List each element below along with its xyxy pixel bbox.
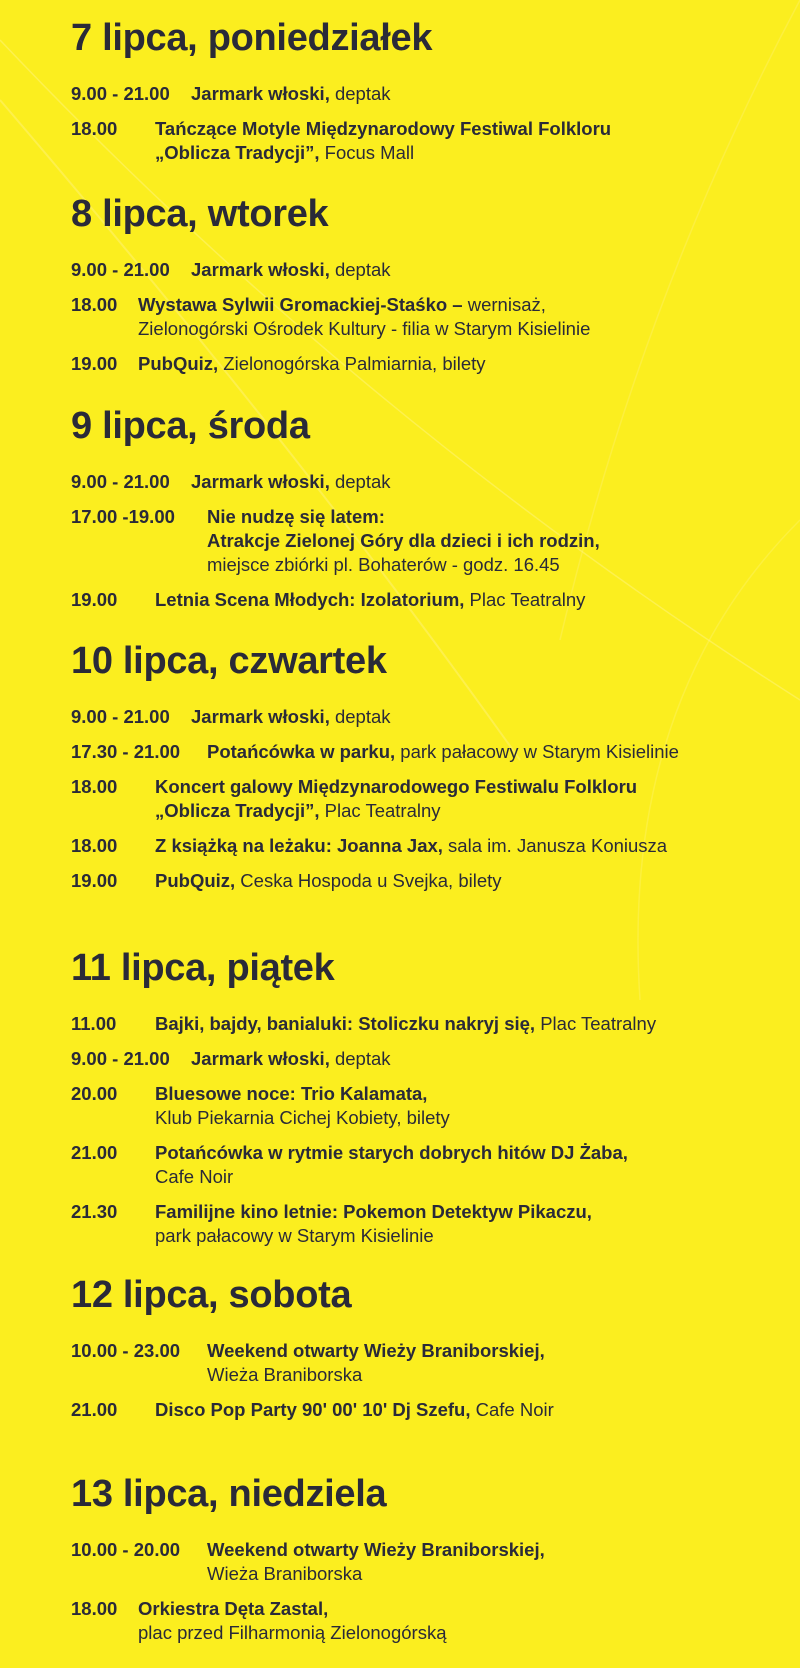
event-time: 9.00 - 21.00 [71,706,170,727]
event-body [155,775,791,823]
event-row [71,775,791,823]
day-section [71,18,791,176]
event-row [71,1538,791,1586]
event-title: Jarmark włoski, [191,1048,330,1069]
event-list [71,82,791,165]
event-location: Focus Mall [319,142,415,163]
event-location: deptak [329,83,391,104]
event-location: deptak [329,259,391,280]
event-location: Cafe Noir [470,1399,554,1420]
event-location-line2: plac przed Filharmonią Zielonogórską [138,1622,447,1643]
event-row [71,258,791,282]
day-title: 13 lipca, niedziela [71,1473,387,1515]
event-time: 19.00 [71,870,118,891]
event-row [71,1047,791,1071]
event-body [138,1597,791,1645]
event-row [71,1597,791,1645]
event-row [71,117,791,165]
event-location: deptak [329,471,391,492]
event-title: Weekend otwarty Wieży Braniborskiej, [207,1340,545,1361]
event-title: Wystawa Sylwii Gromackiej-Staśko – [138,294,463,315]
day-title: 9 lipca, środa [71,405,310,447]
event-time: 21.00 [71,1142,118,1163]
event-title: Potańcówka w rytmie starych dobrych hitów DJ Żaba, [155,1142,628,1163]
day-section [71,194,791,387]
event-time: 18.00 [71,1598,118,1619]
event-location-line2: Wieża Braniborska [207,1364,363,1385]
event-location: Plac Teatralny [319,800,441,821]
event-time: 17.30 - 21.00 [71,741,181,762]
event-title: Z książką na leżaku: Joanna Jax, [155,835,443,856]
day-title: 12 lipca, sobota [71,1274,352,1316]
event-row [71,293,791,341]
event-title: Nie nudzę się latem: [207,506,385,527]
day-title: 8 lipca, wtorek [71,193,329,235]
event-row [71,1200,791,1248]
event-row [71,82,791,106]
event-body [191,470,791,494]
event-location: park pałacowy w Starym Kisielinie [395,741,679,762]
event-body [155,1082,791,1130]
event-title: Weekend otwarty Wieży Braniborskiej, [207,1539,545,1560]
event-body [155,1141,791,1189]
event-time: 10.00 - 20.00 [71,1539,181,1560]
day-section [71,641,791,904]
event-body [207,740,791,764]
event-time: 11.00 [71,1013,117,1034]
day-section [71,948,791,1259]
event-body [191,1047,791,1071]
event-list [71,1538,791,1645]
event-body [155,869,791,893]
event-location-line2: Zielonogórski Ośrodek Kultury - filia w Starym Kisielinie [138,318,591,339]
event-row [71,1082,791,1130]
event-time: 9.00 - 21.00 [71,259,170,280]
event-title-line2: Atrakcje Zielonej Góry dla dzieci i ich rodzin, [207,530,600,551]
event-title: Letnia Scena Młodych: Izolatorium, [155,589,465,610]
event-time: 21.00 [71,1399,118,1420]
event-row [71,1141,791,1189]
event-title: Koncert galowy Międzynarodowego Festiwalu Folkloru [155,776,638,797]
event-body [155,834,791,858]
event-row [71,505,791,577]
event-location-line2: Klub Piekarnia Cichej Kobiety, bilety [155,1107,450,1128]
event-row [71,1012,791,1036]
event-title: Disco Pop Party 90' 00' 10' Dj Szefu, [155,1399,471,1420]
event-body [207,1339,791,1387]
event-row [71,705,791,729]
event-row [71,588,791,612]
day-section [71,406,791,623]
day-section [71,1474,791,1656]
event-location: miejsce zbiórki pl. Bohaterów - godz. 16.45 [207,554,560,575]
day-title: 7 lipca, poniedziałek [71,17,433,59]
event-title: Jarmark włoski, [191,706,330,727]
event-list [71,470,791,612]
event-title: Bluesowe noce: Trio Kalamata, [155,1083,428,1104]
event-time: 18.00 [71,835,118,856]
event-time: 10.00 - 23.00 [71,1340,181,1361]
event-location: Zielonogórska Palmiarnia, bilety [218,353,486,374]
event-title: Jarmark włoski, [191,83,330,104]
event-time: 18.00 [71,776,118,797]
event-row [71,834,791,858]
event-title-line2: „Oblicza Tradycji”, [155,142,320,163]
event-time: 18.00 [71,118,118,139]
event-list [71,258,791,376]
event-row [71,352,791,376]
event-time: 17.00 -19.00 [71,506,175,527]
event-title: PubQuiz, [138,353,219,374]
event-row [71,470,791,494]
event-time: 21.30 [71,1201,118,1222]
event-title: Jarmark włoski, [191,471,330,492]
event-body [138,293,791,341]
event-body [155,117,791,165]
event-location-line2: park pałacowy w Starym Kisielinie [155,1225,434,1246]
event-location-line2: Wieża Braniborska [207,1563,363,1584]
day-section [71,1275,791,1433]
event-title: Bajki, bajdy, banialuki: Stoliczku nakryj się, [155,1013,536,1034]
event-list [71,1012,791,1248]
event-title-line2: „Oblicza Tradycji”, [155,800,320,821]
event-time: 19.00 [71,353,118,374]
event-title: Orkiestra Dęta Zastal, [138,1598,329,1619]
event-row [71,740,791,764]
event-location-line2: Cafe Noir [155,1166,234,1187]
event-row [71,1398,791,1422]
event-body [138,352,791,376]
event-location: sala im. Janusza Koniusza [442,835,668,856]
event-time: 18.00 [71,294,118,315]
event-title: Potańcówka w parku, [207,741,396,762]
event-title: Familijne kino letnie: Pokemon Detektyw Pikaczu, [155,1201,592,1222]
event-title: Tańczące Motyle Międzynarodowy Festiwal Folkloru [155,118,612,139]
event-body [191,258,791,282]
event-body [207,505,791,577]
event-body [191,82,791,106]
event-time: 9.00 - 21.00 [71,83,170,104]
day-title: 11 lipca, piątek [71,947,335,989]
event-location: Ceska Hospoda u Svejka, bilety [235,870,502,891]
event-time: 9.00 - 21.00 [71,471,170,492]
event-time: 19.00 [71,589,118,610]
event-body [155,588,791,612]
event-body [207,1538,791,1586]
event-row [71,869,791,893]
event-body [191,705,791,729]
event-time: 20.00 [71,1083,118,1104]
event-body [155,1012,791,1036]
event-title: PubQuiz, [155,870,236,891]
event-body [155,1200,791,1248]
event-list [71,705,791,893]
event-location: deptak [329,706,391,727]
event-title: Jarmark włoski, [191,259,330,280]
event-location: wernisaż, [462,294,546,315]
event-location: deptak [329,1048,391,1069]
event-row [71,1339,791,1387]
event-location: Plac Teatralny [464,589,586,610]
event-time: 9.00 - 21.00 [71,1048,170,1069]
event-list [71,1339,791,1422]
event-body [155,1398,791,1422]
event-location: Plac Teatralny [535,1013,657,1034]
day-title: 10 lipca, czwartek [71,640,387,682]
